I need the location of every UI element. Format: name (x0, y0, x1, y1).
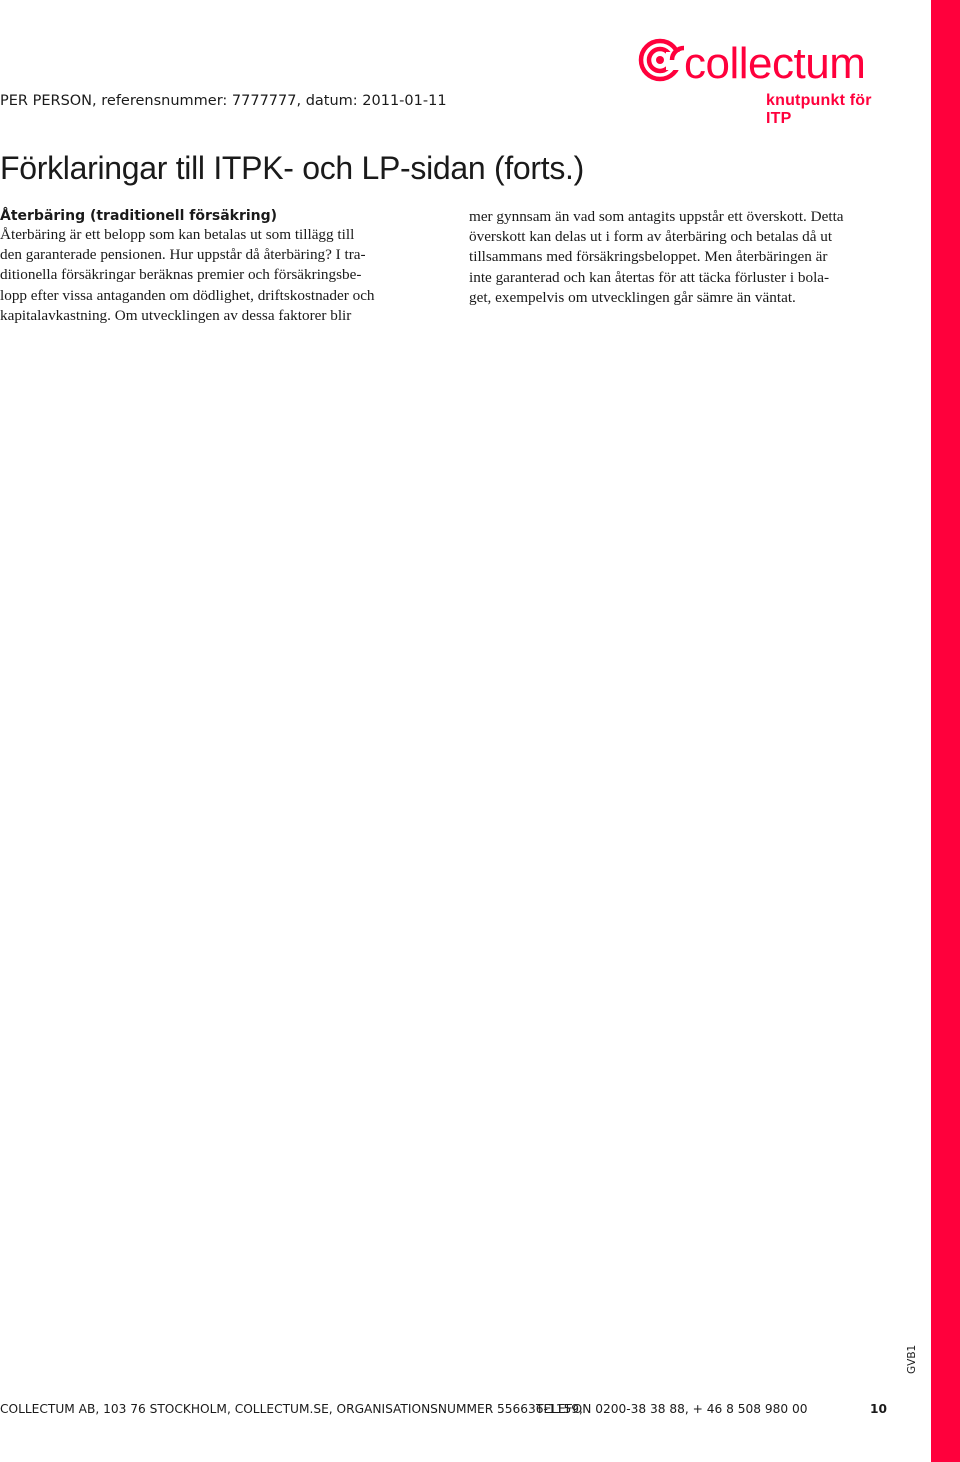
brand-tagline: knutpunkt för ITP (766, 92, 872, 127)
collectum-target-icon (638, 38, 688, 84)
page-title: Förklaringar till ITPK- och LP-sidan (forts.) (0, 150, 585, 186)
text-line: ditionella försäkringar beräknas premier och försäkringsbe- (0, 266, 362, 284)
text-column-right (469, 207, 909, 308)
text-line: get, exempelvis om utvecklingen går sämre än väntat. (469, 288, 796, 306)
text-line: kapitalavkastning. Om utvecklingen av dessa faktorer blir (0, 306, 352, 324)
text-line: mer gynnsam än vad som antagits uppstår ett överskott. Detta (469, 208, 844, 225)
text-line: överskott kan delas ut i form av återbäring och betalas då ut (469, 228, 833, 246)
text-line: Återbäring är ett belopp som kan betalas ut som tillägg till (0, 226, 355, 243)
form-code (906, 1346, 922, 1374)
brand-logo (638, 34, 898, 127)
form-code-text: GVB1 (906, 1344, 918, 1374)
section-heading: Återbäring (traditionell försäkring) (0, 208, 278, 224)
text-line: tillsammans med försäkringsbeloppet. Men återbäringen är (469, 248, 828, 266)
side-accent-bar (931, 0, 960, 1462)
document-header-info: PER PERSON, referensnummer: 7777777, datum: 2011-01-11 (0, 93, 447, 109)
text-line: inte garanterad och kan återtas för att täcka förluster i bola- (469, 268, 830, 286)
footer-address: COLLECTUM AB, 103 76 STOCKHOLM, COLLECTUM.SE, ORGANISATIONSNUMMER 556636-1159, (0, 1402, 583, 1416)
text-line: lopp efter vissa antaganden om dödlighet, driftskostnader och (0, 286, 375, 304)
body-paragraph-left (0, 225, 440, 326)
text-column-left (0, 207, 440, 326)
page-number: 10 (870, 1402, 887, 1416)
body-paragraph-right (469, 207, 909, 308)
text-line: den garanterade pensionen. Hur uppstår då återbäring? I tra- (0, 246, 366, 264)
footer-phone: TELEFON 0200-38 38 88, + 46 8 508 980 00 (536, 1402, 808, 1416)
brand-name: collectum (684, 39, 866, 88)
